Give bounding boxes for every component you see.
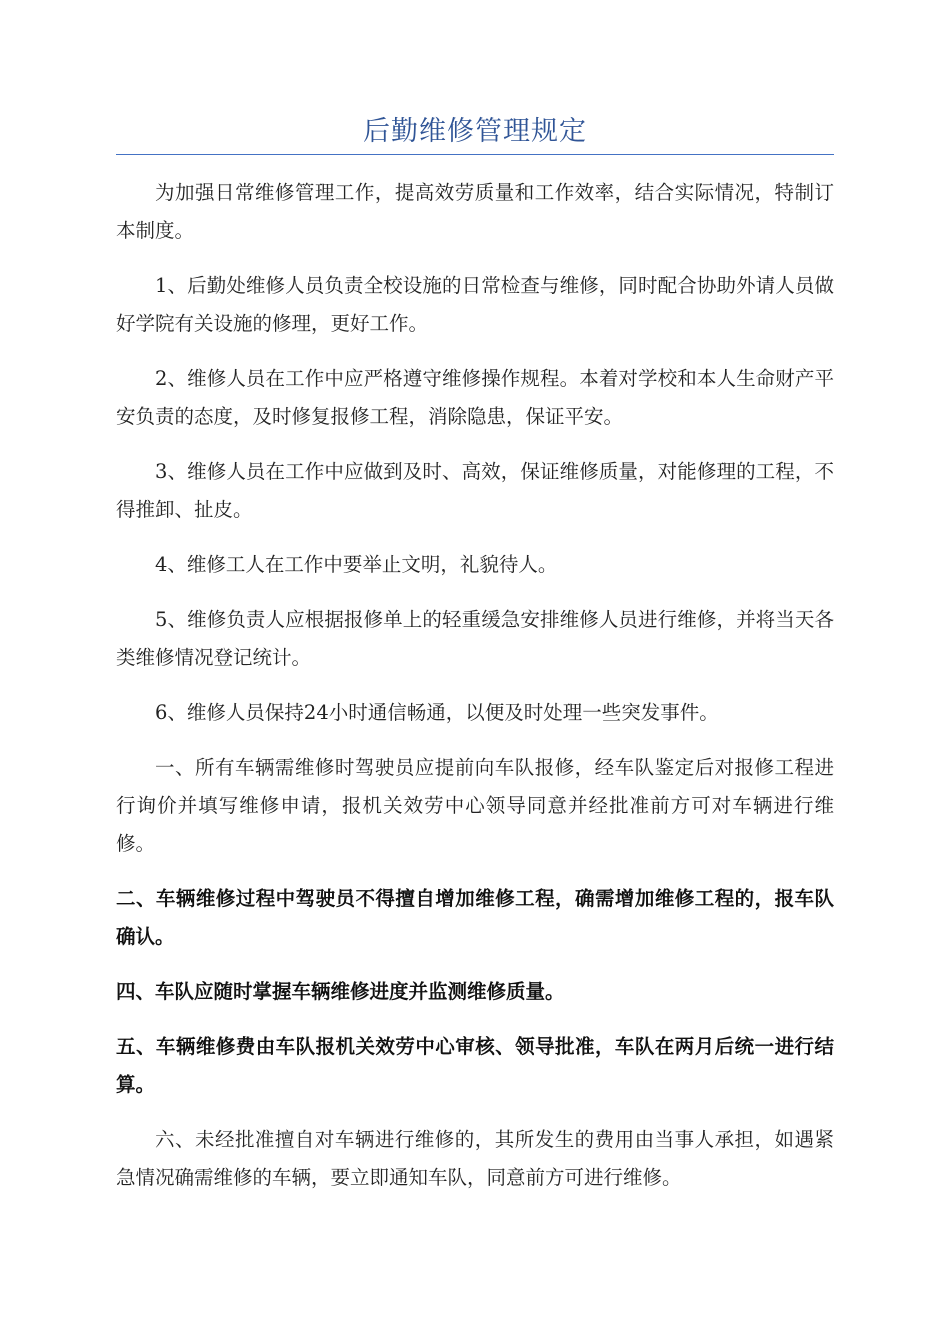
rule-paragraph-4: 4、维修工人在工作中要举止文明，礼貌待人。 (155, 553, 558, 576)
vehicle-paragraph-1: 一、所有车辆需维修时驾驶员应提前向车队报修，经车队鉴定后对报修工程进行询价并填写维修申请，报机关效劳中心领导同意并经批准前方可对车辆进行维修。 (116, 756, 834, 855)
rule-paragraph-6: 6、维修人员保持24小时通信畅通，以便及时处理一些突发事件。 (155, 701, 719, 724)
rule-paragraph-5: 5、维修负责人应根据报修单上的轻重缓急安排维修人员进行维修，并将当天各类维修情况登记统计。 (116, 608, 834, 669)
rule-paragraph-2: 2、维修人员在工作中应严格遵守维修操作规程。本着对学校和本人生命财产平安负责的态度，及时修复报修工程，消除隐患，保证平安。 (116, 367, 834, 428)
vehicle-paragraph-2: 二、车辆维修过程中驾驶员不得擅自增加维修工程，确需增加维修工程的，报车队确认。 (116, 887, 834, 948)
vehicle-paragraph-4: 四、车队应随时掌握车辆维修进度并监测维修质量。 (116, 980, 565, 1003)
document-body (116, 174, 834, 1214)
vehicle-paragraph-5: 五、车辆维修费由车队报机关效劳中心审核、领导批准，车队在两月后统一进行结算。 (116, 1035, 834, 1096)
document-title: 后勤维修管理规定 (363, 116, 587, 147)
title-underline (116, 154, 834, 155)
rule-paragraph-1: 1、后勤处维修人员负责全校设施的日常检查与维修，同时配合协助外请人员做好学院有关设施的修理，更好工作。 (116, 274, 834, 335)
intro-paragraph: 为加强日常维修管理工作，提高效劳质量和工作效率，结合实际情况，特制订本制度。 (116, 181, 834, 242)
vehicle-paragraph-6: 六、未经批准擅自对车辆进行维修的，其所发生的费用由当事人承担，如遇紧急情况确需维修的车辆，要立即通知车队，同意前方可进行维修。 (116, 1128, 834, 1189)
rule-paragraph-3: 3、维修人员在工作中应做到及时、高效，保证维修质量，对能修理的工程，不得推卸、扯皮。 (116, 460, 834, 521)
